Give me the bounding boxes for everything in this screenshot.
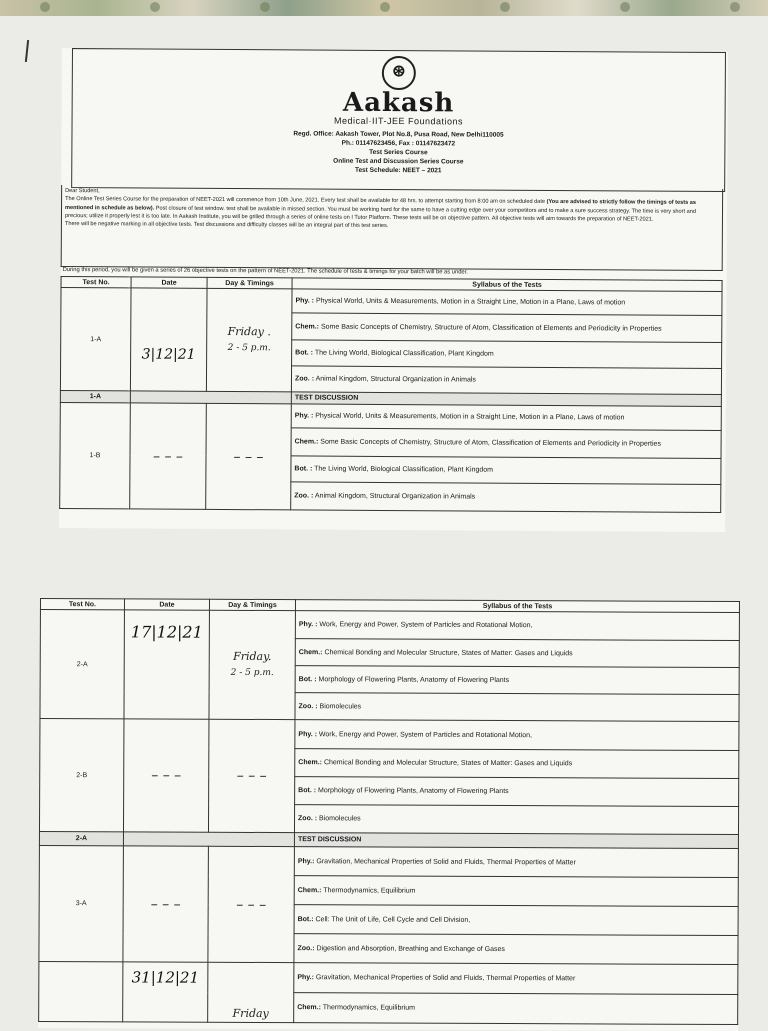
test-date: 3|12|21	[130, 288, 207, 391]
test-date: – – –	[130, 403, 207, 509]
syllabus-row: Zoo. : Animal Kingdom, Structural Organization in Animals	[291, 366, 721, 395]
test-day: – – –	[208, 846, 295, 962]
schedule-table-1	[59, 276, 722, 513]
brand-subtitle: Medical·IIT-JEE Foundations	[333, 115, 464, 127]
test-date: 17|12|21	[124, 610, 209, 719]
pen-mark	[25, 40, 29, 62]
syllabus-row: Chem.: Chemical Bonding and Molecular Structure, States of Matter: Gases and Liquids	[295, 639, 739, 668]
course-name: Test Series Course	[369, 148, 428, 157]
test-number: 2-A	[40, 610, 124, 719]
notice-negative-marking: There will be negative marking in all objective tests. Test discussions and difficulty classes will be an integral part of this test series.	[64, 221, 389, 230]
schedule-title: Test Schedule: NEET – 2021	[354, 166, 442, 175]
test-number: 2-B	[39, 719, 123, 832]
test-day: Friday. 2 - 5 p.m.	[209, 610, 295, 719]
col-date: Date	[131, 277, 207, 288]
brand-name: Aakash	[342, 87, 455, 119]
schedule-sheet-2	[38, 598, 740, 1031]
syllabus-row: Zoo.: Digestion and Absorption, Breathing and Exchange of Gases	[294, 934, 738, 965]
syllabus-row: Chem.: Some Basic Concepts of Chemistry, Structure of Atom, Classification of Elements and Periodicity in Properties	[291, 428, 721, 459]
syllabus-row: Phy.: Gravitation, Mechanical Properties of Solid and Fluids, Thermal Properties of Matter	[294, 963, 738, 995]
syllabus-row: Phy.: Gravitation, Mechanical Properties of Solid and Fluids, Thermal Properties of Matter	[294, 847, 738, 878]
syllabus-row: Chem.: Thermodynamics, Equilibrium	[294, 876, 738, 907]
greeting: Dear Student,	[65, 188, 100, 195]
test-number: 3-A	[39, 845, 124, 961]
office-address: Regd. Office: Aakash Tower, Plot No.8, Pusa Road, New Delhi110005	[293, 130, 504, 139]
syllabus-row: Phy. : Physical World, Units & Measurements, Motion in a Straight Line, Motion in a Plane, Laws of motion	[291, 404, 721, 431]
col-syllabus: Syllabus of the Tests	[292, 278, 722, 292]
test-day: Friday	[208, 962, 294, 1022]
syllabus-row: Bot. : Morphology of Flowering Plants, Anatomy of Flowering Plants	[295, 777, 739, 807]
syllabus-row: Zoo. : Biomolecules	[294, 805, 738, 835]
syllabus-row: Phy. : Work, Energy and Power, System of Particles and Rotational Motion,	[295, 720, 739, 751]
col-day: Day & Timings	[207, 277, 292, 289]
syllabus-row: Phy. : Physical World, Units & Measurements, Motion in a Straight Line, Motion in a Plane, Laws of motion	[292, 289, 722, 316]
schedule-table-2	[38, 598, 740, 1025]
letterhead	[71, 48, 726, 192]
syllabus-row: Zoo. : Biomolecules	[295, 693, 739, 722]
course-name-2: Online Test and Discussion Series Course	[333, 157, 464, 166]
col-test-no: Test No.	[40, 599, 124, 610]
period-note: During this period, you will be given a series of 26 objective tests on the pattern of NEET-2021. The schedule of tests & timings for your batch will be as under.	[62, 267, 468, 276]
syllabus-row: Bot.: Cell: The Unit of Life, Cell Cycle and Cell Division,	[294, 905, 738, 936]
discussion-test-number: 1-A	[60, 390, 130, 402]
discussion-test-number: 2-A	[39, 831, 123, 845]
syllabus-row: Chem.: Thermodynamics, Equilibrium	[294, 993, 738, 1025]
phone-fax: Ph.: 01147623456, Fax : 01147623472	[341, 139, 456, 148]
background-fabric	[0, 0, 768, 16]
col-test-no: Test No.	[61, 276, 131, 287]
test-number: 1-A	[60, 287, 131, 390]
notice-text: The Online Test Series Course for the preparation of NEET-2021 will commence from 10th June, 2021. Every test shall be available for 48 hrs. to attempt starting from 8:00 am on scheduled date (You are advised to strictly follow the timings of tests as mentioned in schedule as below). Post closure of test window. test shall be available in missed section. You must be working hard for the same to have a cutting edge over your competitors and to make a sure success strategy. The time is very short and precious; utilize it properly lest it is too late. In Aakash Institute, you will be grilled through a series of online tests on I Tutor Platform. These tests will be on objective pattern. All objective tests will aim towards the preparation of NEET-2021.	[64, 196, 697, 223]
col-syllabus: Syllabus of the Tests	[295, 600, 739, 613]
test-discussion-label: TEST DISCUSSION	[294, 833, 738, 849]
notice-box	[61, 185, 723, 271]
test-date: – – –	[123, 846, 209, 962]
syllabus-row: Bot. : The Living World, Biological Classification, Plant Kingdom	[292, 340, 722, 369]
test-date: – – –	[123, 719, 208, 832]
syllabus-row: Bot. : The Living World, Biological Classification, Plant Kingdom	[291, 456, 721, 485]
syllabus-row: Chem.: Some Basic Concepts of Chemistry, Structure of Atom, Classification of Elements and Periodicity in Properties	[292, 313, 722, 343]
schedule-sheet-1	[59, 48, 728, 532]
aakash-logo-icon: ⊛	[382, 56, 416, 90]
col-date: Date	[124, 599, 209, 610]
syllabus-row: Bot. : Morphology of Flowering Plants, Anatomy of Flowering Plants	[295, 666, 739, 695]
syllabus-row: Chem.: Chemical Bonding and Molecular Structure, States of Matter: Gases and Liquids	[295, 749, 739, 779]
col-day: Day & Timings	[209, 599, 295, 610]
test-day: – – –	[206, 403, 292, 510]
test-discussion-label: TEST DISCUSSION	[291, 392, 721, 407]
test-day: – – –	[208, 719, 294, 832]
test-number: 1-B	[60, 402, 131, 508]
syllabus-row: Zoo. : Animal Kingdom, Structural Organization in Animals	[291, 482, 721, 513]
test-date: 31|12|21	[123, 962, 208, 1022]
syllabus-row: Phy. : Work, Energy and Power, System of Particles and Rotational Motion,	[295, 611, 739, 641]
test-day: Friday . 2 - 5 p.m.	[206, 288, 292, 392]
